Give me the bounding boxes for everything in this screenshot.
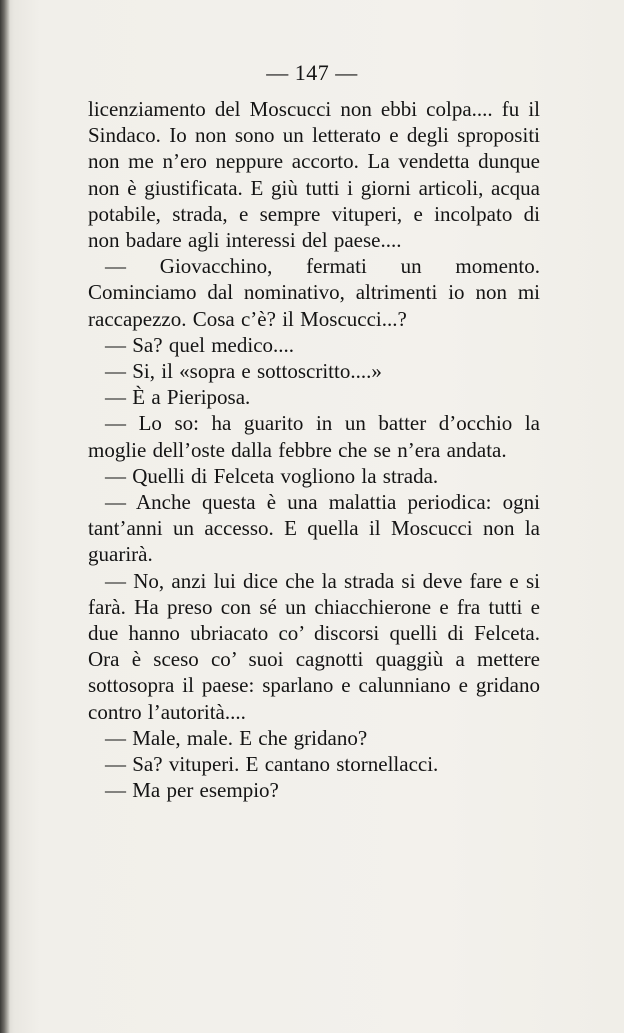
dialogue-line: — Male, male. E che gridano?: [105, 725, 368, 750]
dialogue-line: — Si, il «sopra e sottoscritto....»: [105, 359, 382, 384]
dialogue-line: — No, anzi lui dice che la strada si deve fare e si farà. Ha preso con sé un chiacchierone e fra tutti e due hanno ubriacato co’ discorsi quelli di Felceta. Ora è sceso co’ suoi cagnotti quaggiù a mettere sottosopra il paese: sparlano e calunniano e gridano contro l’autorità....: [88, 568, 540, 724]
page-number: — 147 —: [266, 60, 358, 85]
binding-edge: [0, 0, 10, 1033]
body-text: [88, 96, 540, 803]
dialogue-line: — Sa? vituperi. E cantano stornellacci.: [105, 752, 439, 777]
dialogue-line: — Ma per esempio?: [105, 778, 279, 803]
dialogue-line: — Anche questa è una malattia periodica: ogni tant’anni un accesso. E quella il Moscucci non la guarirà.: [88, 490, 540, 567]
dialogue-line: — Lo so: ha guarito in un batter d’occhio la moglie dell’oste dalla febbre che se n’era andata.: [88, 411, 540, 462]
dialogue-line: — Quelli di Felceta vogliono la strada.: [105, 463, 439, 488]
paragraph-continuation: licenziamento del Moscucci non ebbi colpa.... fu il Sindaco. Io non sono un letterato e degli spropositi non me n’ero neppure accorto. La vendetta dunque non è giustificata. E giù tutti i giorni articoli, acqua potabile, strada, e sempre vituperi, e incolpato di non badare agli interessi del paese....: [88, 97, 540, 253]
dialogue-line: — Giovacchino, fermati un momento. Cominciamo dal nominativo, altrimenti io non mi raccapezzo. Cosa c’è? il Moscucci...?: [88, 254, 540, 331]
dialogue-line: — È a Pieriposa.: [105, 385, 251, 410]
dialogue-line: — Sa? quel medico....: [105, 332, 295, 357]
